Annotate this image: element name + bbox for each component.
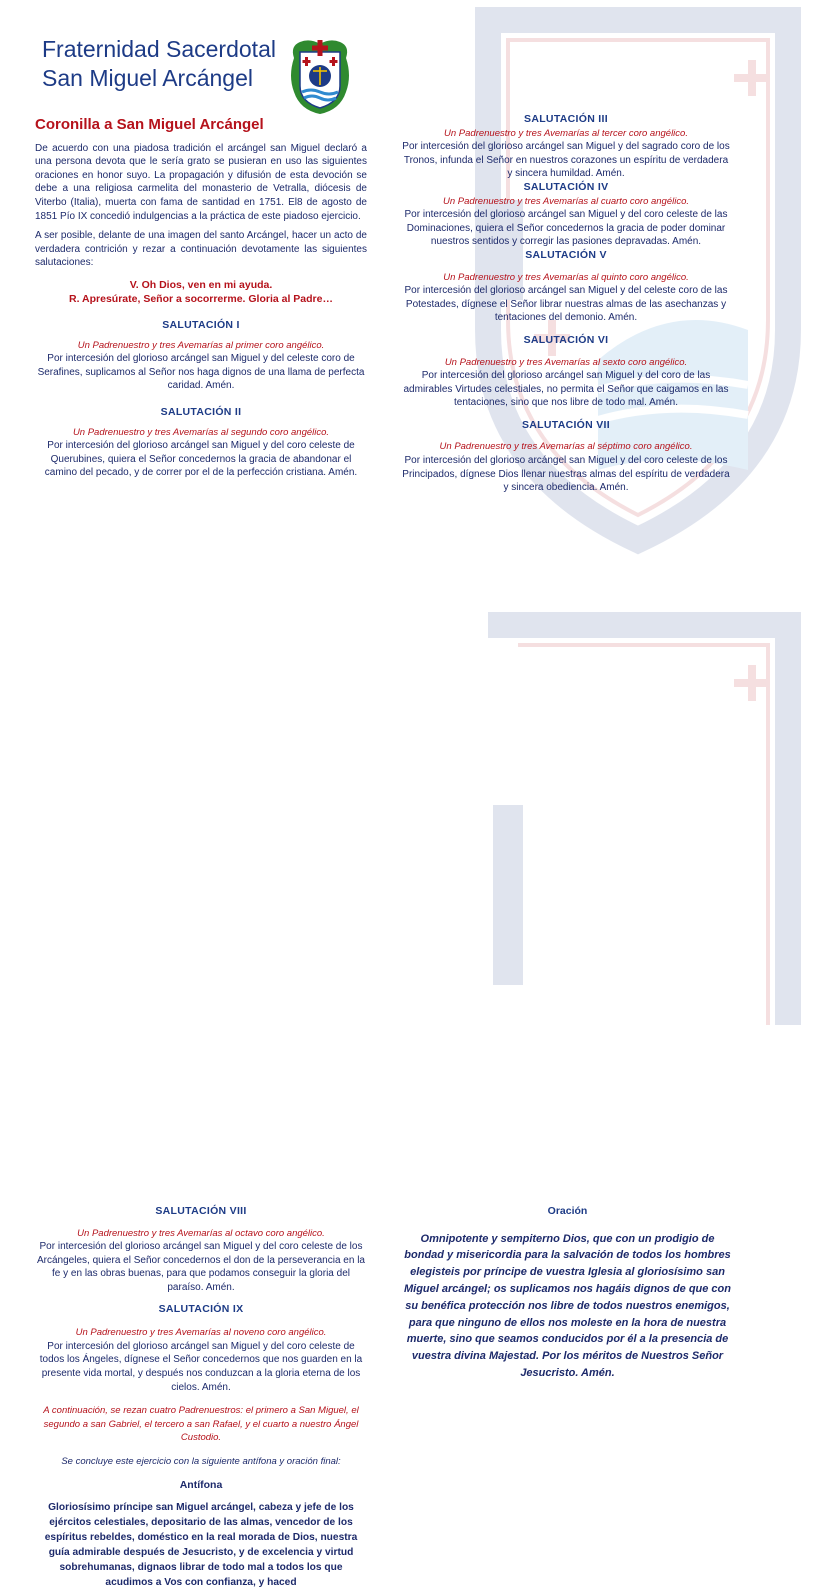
salutation-8-heading: SALUTACIÓN VIII xyxy=(155,1205,247,1217)
left-column-bottom xyxy=(35,1205,367,1590)
fraternity-crest-logo xyxy=(286,36,354,116)
salutation-8-text: Por intercesión del glorioso arcángel san Miguel y del coro celeste de los Arcángeles, quiera el Señor concedernos el don de la perseverancia en la fe y en las obras buenas, para que podamos conseguir la gloria del paraíso. Amén. xyxy=(37,1241,365,1293)
salutation-8-rubric: Un Padrenuestro y tres Avemarías al octavo coro angélico. xyxy=(77,1227,325,1239)
salutation-6-heading: SALUTACIÓN VI xyxy=(523,333,609,346)
salutation-3-text: Por intercesión del glorioso arcángel san Miguel y del sagrado coro de los Tronos, infunda el Señor en nuestros corazones un espíritu de verdadera y sincera humildad. Amén. xyxy=(402,141,730,180)
salutation-1-text: Por intercesión del glorioso arcángel san Miguel y del celeste coro de Serafines, suplicamos al Señor nos haga dignos de una llama de perfecta caridad. Amén. xyxy=(37,353,365,392)
invocation-response: R. Apresúrate, Señor a socorrerme. Gloria al Padre… xyxy=(69,292,333,305)
brand-title-line-1: Fraternidad Sacerdotal xyxy=(42,36,276,62)
salutation-5-text: Por intercesión del glorioso arcángel san Miguel y del celeste coro de las Potestades, dígnese el Señor librar nuestras almas de las asechanzas y tentaciones del demonio. Amén. xyxy=(404,285,728,324)
salutation-9-rubric: Un Padrenuestro y tres Avemarías al noveno coro angélico. xyxy=(75,1327,327,1339)
antiphon-text: Gloriosísimo príncipe san Miguel arcángel, cabeza y jefe de los ejércitos celestiales, depositario de las almas, vencedor de los espíritus rebeldes, doméstico en la real morada de Dios, nuestra guía admirable después de Jesucristo, y de excelencia y virtud sobrehumanas, dignaos librar de todo mal a todos los que acudimos a Vos con confianza, y haced xyxy=(44,1502,358,1589)
salutation-1-heading: SALUTACIÓN I xyxy=(162,318,240,331)
salutation-9-text: Por intercesión del glorioso arcángel san Miguel y del coro celeste de todos los Ángeles, dígnese el Señor concedernos que nos guarden en la presente vida mortal, y después nos conduzcan a la gloria eterna de los cielos. Amén. xyxy=(39,1340,363,1393)
salutation-3-rubric: Un Padrenuestro y tres Avemarías al tercer coro angélico. xyxy=(444,127,688,139)
salutation-7-heading: SALUTACIÓN VII xyxy=(521,418,610,431)
salutation-7-rubric: Un Padrenuestro y tres Avemarías al séptimo coro angélico. xyxy=(439,441,693,453)
brand-title-line-2: San Miguel Arcángel xyxy=(42,65,253,91)
right-column-top xyxy=(400,113,732,495)
salutation-3-heading: SALUTACIÓN III xyxy=(524,113,608,125)
page-2 xyxy=(0,565,768,1589)
left-column-top xyxy=(35,118,367,480)
intro-paragraph-1: De acuerdo con una piadosa tradición el arcángel san Miguel declaró a una persona devota que le sería grato se pusieran en uso las siguientes oraciones en honor suyo. La propagación y difusión de esta devoción se debe a una religiosa carmelita del monasterio de Vetralla, diócesis de Viterbo (Italia), muerta con fama de santidad en 1751. El8 de agosto de 1851 Pío IX concedió indulgencias a la práctica de este piadoso ejercicio. xyxy=(35,142,367,222)
salutation-4-text: Por intercesión del glorioso arcángel san Miguel y del coro celeste de las Dominaciones, quiera el Señor concedernos la gracia de poder dominar nuestros sentidos y corregir las pasiones depravadas. Amén. xyxy=(404,209,728,248)
salutation-7-text: Por intercesión del glorioso arcángel san Miguel y del coro celeste de los Principados, dígnese Dios llenar nuestras almas del espíritu de verdadera y sincera obediencia. Amén. xyxy=(402,455,730,494)
salutation-4-rubric: Un Padrenuestro y tres Avemarías al cuarto coro angélico. xyxy=(442,195,690,207)
right-column-bottom xyxy=(400,1205,735,1382)
closing-rubric: A continuación, se rezan cuatro Padrenuestros: el primero a San Miguel, el segundo a san Gabriel, el tercero a san Rafael, y el cuarto a nuestro Ángel Custodio. xyxy=(43,1405,359,1444)
page-1 xyxy=(0,0,768,565)
intro-paragraph-2: A ser posible, delante de una imagen del santo Arcángel, hacer un acto de verdadera contrición y rezar a continuación devotamente las siguientes salutaciones: xyxy=(35,230,367,269)
background-emblem-watermark-2 xyxy=(448,565,828,1025)
document-title: Coronilla a San Miguel Arcángel xyxy=(35,116,264,133)
salutation-5-heading: SALUTACIÓN V xyxy=(525,248,607,261)
salutation-9-heading: SALUTACIÓN IX xyxy=(158,1302,244,1315)
invocation-versicle: V. Oh Dios, ven en mi ayuda. xyxy=(129,278,273,291)
salutation-6-text: Por intercesión del glorioso arcángel san Miguel y del coro de las admirables Virtudes celestiales, no permita el Señor que caigamos en las tentaciones, sino que nos libre de todo mal. Amén. xyxy=(403,370,729,409)
salutation-2-rubric: Un Padrenuestro y tres Avemarías al segundo coro angélico. xyxy=(72,426,330,438)
salutation-5-rubric: Un Padrenuestro y tres Avemarías al quinto coro angélico. xyxy=(443,271,689,283)
closing-instruction: Se concluye este ejercicio con la siguiente antífona y oración final: xyxy=(61,1455,341,1467)
salutation-4-heading: SALUTACIÓN IV xyxy=(523,180,609,193)
salutation-1-rubric: Un Padrenuestro y tres Avemarías al primer coro angélico. xyxy=(77,339,325,351)
final-prayer-text: Omnipotente y sempiterno Dios, que con un prodigio de bondad y misericordia para la salvación de todos los hombres elegisteis por príncipe de vuestra Iglesia al gloriosísimo san Miguel arcángel; os suplicamos nos hagáis dignos de que con su benéfica protección nos libre de todos nuestros enemigos, para que ninguno de ellos nos moleste en la hora de nuestra muerte, sino que seamos conducidos por él a la presencia de vuestra divina Majestad. Por los méritos de Nuestros Señor Jesucristo. Amén. xyxy=(403,1232,731,1379)
salutation-2-text: Por intercesión del glorioso arcángel san Miguel y del coro celeste de Querubines, quiera el Señor concedernos la gracia de abandonar el camino del pecado, y de correr por el de la perfección cristiana. Amén. xyxy=(44,440,358,479)
antiphon-heading: Antífona xyxy=(179,1478,223,1491)
salutation-6-rubric: Un Padrenuestro y tres Avemarías al sexto coro angélico. xyxy=(444,356,688,368)
prayer-heading: Oración xyxy=(547,1205,588,1217)
salutation-2-heading: SALUTACIÓN II xyxy=(160,405,242,418)
